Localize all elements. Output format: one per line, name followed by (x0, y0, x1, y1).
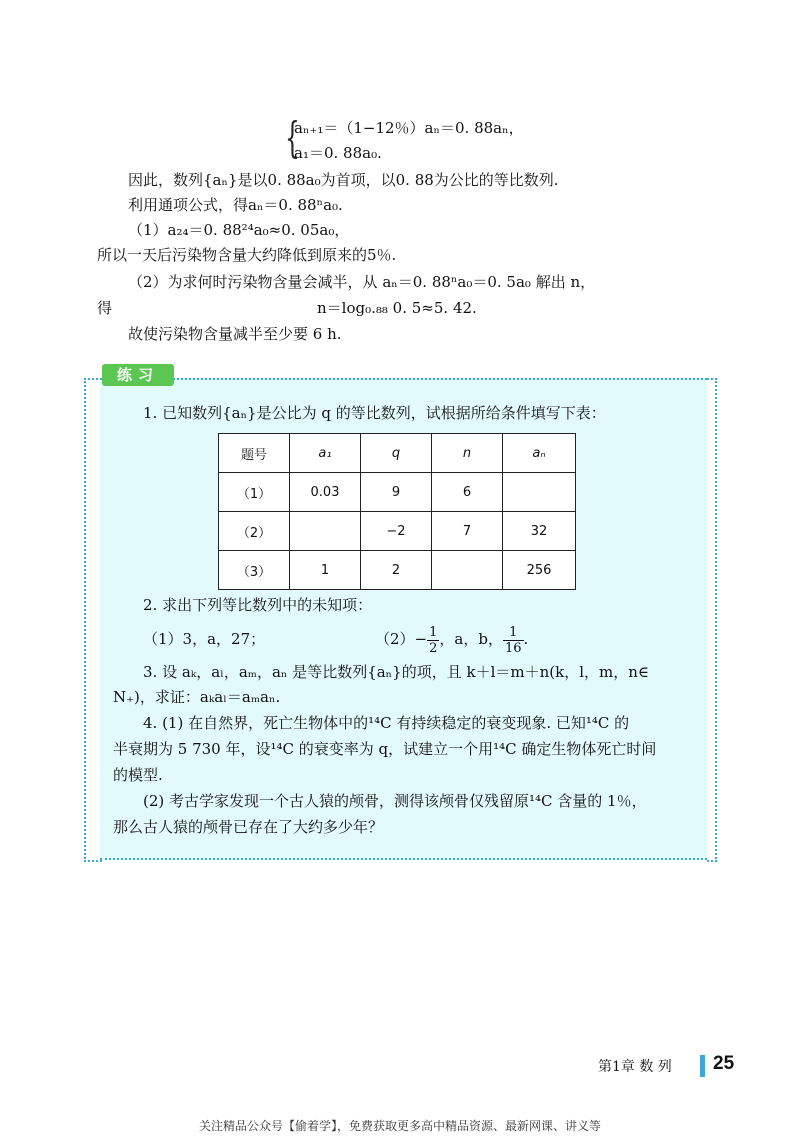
table-cell: 2 (361, 551, 432, 590)
page-number: 25 (713, 1053, 735, 1074)
exercise-q4-line1: 4. (1) 在自然界，死亡生物体中的¹⁴C 有持续稳定的衰变现象. 已知¹⁴C 的 (143, 714, 630, 732)
exercise-table (218, 433, 576, 590)
fraction-numerator: 1 (429, 624, 438, 640)
exercise-q2-part2 (375, 621, 528, 657)
equation-initial: a₁＝0. 88a₀. (294, 144, 382, 162)
exercise-q4-line2: 半衰期为 5 730 年，设¹⁴C 的衰变率为 q，试建立一个用¹⁴C 确定生物体死亡时间 (113, 740, 657, 758)
table-cell: 256 (503, 551, 576, 590)
text-part1-conclusion: 所以一天后污染物含量大约降低到原来的5％. (97, 246, 397, 264)
table-header-row (219, 434, 576, 473)
equation-log: n＝log₀.₈₈ 0. 5≈5. 42. (317, 299, 477, 317)
exercise-tab-label: 练习 (102, 364, 174, 386)
text-therefore: 因此，数列{aₙ}是以0. 88a₀为首项，以0. 88为公比的等比数列. (128, 171, 559, 189)
text-general-term: 利用通项公式，得aₙ＝0. 88ⁿa₀. (128, 196, 343, 214)
fraction-numerator: 1 (503, 625, 524, 641)
table-cell: 0.03 (290, 473, 361, 512)
table-cell: （1） (219, 473, 290, 512)
text-part2-conclusion: 故使污染物含量减半至少要 6 h. (128, 325, 342, 343)
table-header-cell: aₙ (503, 434, 576, 473)
text-part1: （1）a₂₄＝0. 88²⁴a₀≈0. 05a₀， (128, 221, 350, 239)
text-part2: （2）为求何时污染物含量会减半，从 aₙ＝0. 88ⁿa₀＝0. 5a₀ 解出 n， (128, 273, 596, 291)
q2-part2-mid: ，a，b， (439, 630, 503, 648)
table-header-cell: a₁ (290, 434, 361, 473)
q2-part2-prefix: （2）− (375, 630, 428, 648)
table-cell (432, 551, 503, 590)
exercise-q3-line1: 3. 设 aₖ，aₗ，aₘ，aₙ 是等比数列{aₙ}的项，且 k＋l＝m＋n(k，l，m，n∈ (143, 663, 649, 681)
table-cell: 32 (503, 512, 576, 551)
equation-recurrence: aₙ₊₁＝（1−12％）aₙ＝0. 88aₙ， (294, 119, 524, 137)
table-row (219, 473, 576, 512)
exercise-q2: 2. 求出下列等比数列中的未知项： (143, 596, 373, 614)
table-header-cell: q (361, 434, 432, 473)
exercise-q4-line4: (2) 考古学家发现一个古人猿的颅骨，测得该颅骨仅残留原¹⁴C 含量的 1％， (143, 792, 647, 810)
table-cell: （2） (219, 512, 290, 551)
text-part2-de: 得 (97, 299, 113, 317)
exercise-q4-line5: 那么古人猿的颅骨已存在了大约多少年？ (113, 818, 384, 836)
table-cell: 1 (290, 551, 361, 590)
table-header-cell: 题号 (219, 434, 290, 473)
watermark-note: 关注精品公众号【偷着学】，免费获取更多高中精品资源、最新网课、讲义等 (198, 1119, 601, 1133)
exercise-q4-line3: 的模型. (113, 766, 163, 784)
fraction-denominator: 16 (504, 640, 522, 656)
table-cell: 6 (432, 473, 503, 512)
table-cell: 9 (361, 473, 432, 512)
fraction-one-sixteenth (503, 625, 524, 656)
exercise-border-right (707, 378, 717, 862)
table-row (219, 512, 576, 551)
exercise-q3-line2: N₊)，求证：aₖaₗ＝aₘaₙ. (113, 688, 281, 706)
footer-accent-bar (700, 1055, 705, 1077)
table-row (219, 551, 576, 590)
table-cell: 7 (432, 512, 503, 551)
table-cell: −2 (361, 512, 432, 551)
table-header-cell: n (432, 434, 503, 473)
chapter-label: 第1章 数 列 (598, 1059, 672, 1075)
exercise-q1: 1. 已知数列{aₙ}是公比为 q 的等比数列，试根据所给条件填写下表： (143, 404, 606, 422)
system-brace: { (285, 113, 300, 162)
fraction-one-half (427, 625, 439, 656)
fraction-denominator: 2 (429, 640, 438, 656)
exercise-q2-part1: （1）3，a，27； (143, 630, 266, 648)
q2-part2-end: . (523, 630, 529, 648)
table-cell (503, 473, 576, 512)
table-cell (290, 512, 361, 551)
table-cell: （3） (219, 551, 290, 590)
